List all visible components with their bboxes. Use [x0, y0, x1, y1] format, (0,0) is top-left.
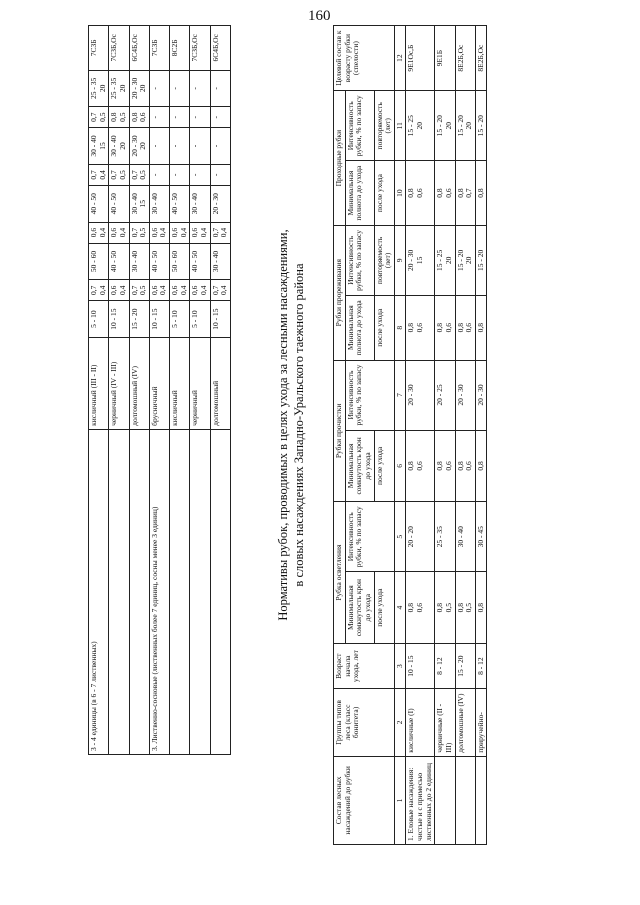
cell-g: 0,7 0,5: [89, 107, 109, 128]
cell-group: кисличный (III - II): [89, 337, 109, 429]
cell-res: 7С3Б,Ос: [190, 26, 210, 71]
cell-age: 10 - 15: [406, 643, 435, 688]
cell-d: 20 - 30: [210, 185, 230, 222]
cell-b: 30 - 40: [455, 502, 475, 572]
cell-age: 5 - 10: [170, 301, 190, 338]
column-number: 6: [394, 430, 406, 502]
column-number: 7: [394, 360, 406, 430]
header-intensity-4: Интенсивность рубки, % по запасу: [345, 91, 374, 161]
table-row: [129, 26, 149, 755]
cell-d: 30 - 40: [190, 185, 210, 222]
cell-b: 50 - 60: [89, 243, 109, 280]
cell-age: 8 - 12: [435, 643, 455, 688]
header-after-4: после ухода: [374, 161, 394, 226]
cell-a: 0,7 0,4: [210, 280, 230, 301]
cell-f: 15 - 20 20: [455, 225, 475, 295]
cell-a: 0,6 0,4: [109, 280, 129, 301]
column-number: 9: [394, 225, 406, 295]
cell-res: 8С2Б: [170, 26, 190, 71]
cell-e: -: [190, 164, 210, 185]
main-norms-table: [333, 25, 487, 845]
cell-group: брусничный: [149, 337, 169, 429]
cell-f: 20 - 30 15: [406, 225, 435, 295]
cell-comp: 3. Лиственно-сосновые (лиственных более 7 единиц, сосны менее 3 единиц): [149, 429, 169, 754]
cell-b: 30 - 40: [129, 243, 149, 280]
cell-age: 10 - 15: [109, 301, 129, 338]
top-continuation-table: [88, 25, 231, 755]
cell-c: 0,8 0,6: [406, 430, 435, 502]
column-number: 4: [394, 572, 406, 644]
cell-h: -: [170, 70, 190, 107]
column-number: 8: [394, 295, 406, 360]
cell-f: 30 - 40 20: [109, 128, 129, 165]
header-intensity-2: Интенсивность рубки, % по запасу: [345, 360, 394, 430]
cell-b: 40 - 50: [109, 243, 129, 280]
cell-comp: [455, 756, 475, 844]
cell-c: 0,6 0,4: [190, 222, 210, 243]
header-after-3: после ухода: [374, 295, 394, 360]
cell-comp: [109, 429, 129, 754]
cell-a: 0,8 0,5: [435, 572, 455, 644]
page-number: 160: [308, 8, 331, 24]
cell-h: 15 - 25 20: [406, 91, 435, 161]
cell-group: черничный (IV - III): [109, 337, 129, 429]
cell-group: долгомошный (IV): [129, 337, 149, 429]
cell-d: 40 - 50: [109, 185, 129, 222]
cell-a: 0,6 0,4: [170, 280, 190, 301]
cell-g: -: [170, 107, 190, 128]
cell-h: 15 - 20 20: [455, 91, 475, 161]
cell-b: 25 - 35: [435, 502, 455, 572]
cell-g: 0,8 0,6: [435, 161, 455, 226]
header-after-1: после ухода: [374, 572, 394, 644]
cell-g: 0,8 0,6: [129, 107, 149, 128]
cell-h: -: [190, 70, 210, 107]
header-osvetlenie: Рубка осветления: [334, 502, 346, 644]
cell-group: долгомошный: [210, 337, 230, 429]
cell-h: 25 - 35 20: [109, 70, 129, 107]
cell-comp: [475, 756, 487, 844]
table-row: [455, 26, 475, 845]
cell-d: 40 - 50: [170, 185, 190, 222]
table-row: [170, 26, 190, 755]
table-row: [89, 26, 109, 755]
header-min-closure-1: Минимальная сомкнутость крон до ухода: [345, 572, 374, 644]
cell-c: 0,6 0,4: [149, 222, 169, 243]
cell-h: 15 - 20: [475, 91, 487, 161]
cell-b: 40 - 50: [190, 243, 210, 280]
cell-h: -: [210, 70, 230, 107]
column-number: 3: [394, 643, 406, 688]
cell-c: 0,8 0,6: [435, 430, 455, 502]
table-row: [435, 26, 455, 845]
header-min-density-2: Минимальная полнота до ухода: [345, 161, 374, 226]
cell-comp: 3 - 4 единицы (в 6 - 7 лиственных): [89, 429, 109, 754]
cell-a: 0,7 0,4: [89, 280, 109, 301]
cell-res: 9Е1Б: [435, 26, 455, 91]
cell-group: долгомошные (IV): [455, 689, 475, 756]
cell-a: 0,7 0,5: [129, 280, 149, 301]
cell-res: 6С4Б,Ос: [129, 26, 149, 71]
table-row: [109, 26, 129, 755]
cell-res: 7С3Б,Ос: [109, 26, 129, 71]
column-number: 2: [394, 689, 406, 756]
cell-b: 50 - 60: [170, 243, 190, 280]
table-row: [149, 26, 169, 755]
table-row: [475, 26, 487, 845]
cell-e: 0,8 0,6: [435, 295, 455, 360]
cell-d: 20 - 30: [455, 360, 475, 430]
cell-comp: [190, 429, 210, 754]
cell-c: 0,8 0,6: [455, 430, 475, 502]
header-prohodnye: Проходные рубки: [334, 91, 346, 226]
cell-c: 0,7 0,4: [210, 222, 230, 243]
cell-f: 15 - 20: [475, 225, 487, 295]
cell-a: 0,8 0,6: [406, 572, 435, 644]
cell-g: 0,8 0,7: [455, 161, 475, 226]
cell-a: 0,8: [475, 572, 487, 644]
cell-c: 0,8: [475, 430, 487, 502]
header-prochistka: Рубки прочистки: [334, 360, 346, 502]
header-target-composition: Целевой состав к возрасту рубки (спелости): [334, 26, 395, 91]
cell-group: кисличные (I): [406, 689, 435, 756]
cell-d: 40 - 50: [89, 185, 109, 222]
cell-comp: 1. Еловые насаждения: чистые и с примесью лиственных до 2 единиц: [406, 756, 435, 844]
header-repeat-1: повторяемость (лет): [374, 225, 394, 295]
column-number: 5: [394, 502, 406, 572]
cell-age: 10 - 15: [210, 301, 230, 338]
cell-g: -: [210, 107, 230, 128]
cell-comp: [210, 429, 230, 754]
cell-age: 5 - 10: [190, 301, 210, 338]
cell-e: -: [170, 164, 190, 185]
table-row: [406, 26, 435, 845]
cell-b: 30 - 45: [475, 502, 487, 572]
cell-group: черничный: [190, 337, 210, 429]
table-title: [276, 145, 307, 705]
cell-d: 30 - 40 15: [129, 185, 149, 222]
cell-c: 0,6 0,4: [109, 222, 129, 243]
header-min-closure-2: Минимальная сомкнутость крон до ухода: [345, 430, 374, 502]
cell-f: -: [210, 128, 230, 165]
cell-e: 0,8 0,6: [455, 295, 475, 360]
cell-d: 20 - 30: [475, 360, 487, 430]
cell-b: 40 - 50: [149, 243, 169, 280]
cell-g: -: [190, 107, 210, 128]
column-number: 10: [394, 161, 406, 226]
cell-h: 15 - 20 20: [435, 91, 455, 161]
cell-a: 0,6 0,4: [190, 280, 210, 301]
cell-comp: [129, 429, 149, 754]
header-intensity-3: Интенсивность рубки, % по запасу: [345, 225, 374, 295]
cell-res: 7С3Б: [89, 26, 109, 71]
cell-f: -: [170, 128, 190, 165]
cell-group: приручейно-: [475, 689, 487, 756]
cell-b: 30 - 40: [210, 243, 230, 280]
column-number: 12: [394, 26, 406, 91]
header-prorezhivanie: Рубки прореживания: [334, 225, 346, 360]
cell-age: 5 - 10: [89, 301, 109, 338]
title-line-2: в словых насаждениях Западно-Уральского таежного района: [291, 263, 306, 587]
header-after-2: после ухода: [374, 430, 394, 502]
header-composition: Состав лесных насаждений до рубки: [334, 756, 395, 844]
cell-c: 0,6 0,4: [89, 222, 109, 243]
header-repeat-2: повторяемость (лет): [374, 91, 394, 161]
cell-c: 0,7 0,5: [129, 222, 149, 243]
cell-d: 20 - 25: [435, 360, 455, 430]
cell-e: 0,7 0,5: [109, 164, 129, 185]
cell-res: 8Е2Б,Ос: [475, 26, 487, 91]
cell-h: 20 - 30 20: [129, 70, 149, 107]
cell-b: 20 - 20: [406, 502, 435, 572]
cell-group: кисличный: [170, 337, 190, 429]
table-row: [190, 26, 210, 755]
cell-e: -: [210, 164, 230, 185]
cell-age: 8 - 12: [475, 643, 487, 688]
title-line-1: Нормативы рубок, проводимых в целях ухода за лесными насаждениями,: [276, 229, 290, 621]
cell-g: -: [149, 107, 169, 128]
cell-a: 0,6 0,4: [149, 280, 169, 301]
cell-f: -: [149, 128, 169, 165]
cell-f: 20 - 30 20: [129, 128, 149, 165]
cell-age: 10 - 15: [149, 301, 169, 338]
cell-e: 0,8 0,6: [406, 295, 435, 360]
header-age: Возраст начала ухода, лет: [334, 643, 395, 688]
table-row: [210, 26, 230, 755]
cell-h: -: [149, 70, 169, 107]
cell-comp: [170, 429, 190, 754]
cell-e: 0,8: [475, 295, 487, 360]
cell-d: 20 - 30: [406, 360, 435, 430]
header-intensity-1: Интенсивность рубки, % по запасу: [345, 502, 394, 572]
column-number: 1: [394, 756, 406, 844]
cell-f: 15 - 25 20: [435, 225, 455, 295]
cell-f: -: [190, 128, 210, 165]
cell-age: 15 - 20: [455, 643, 475, 688]
cell-g: 0,8 0,5: [109, 107, 129, 128]
cell-f: 30 - 40 15: [89, 128, 109, 165]
cell-d: 30 - 40: [149, 185, 169, 222]
cell-e: 0,7 0,5: [129, 164, 149, 185]
cell-g: 0,8 0,6: [406, 161, 435, 226]
cell-res: 6С4Б,Ос: [210, 26, 230, 71]
cell-res: 7С3Б: [149, 26, 169, 71]
cell-e: 0,7 0,4: [89, 164, 109, 185]
cell-group: черничные (II - III): [435, 689, 455, 756]
cell-h: 25 - 35 20: [89, 70, 109, 107]
cell-res: 9Е1Ос,Б: [406, 26, 435, 91]
header-forest-group: Группы типов леса (класс бонитета): [334, 689, 395, 756]
cell-g: 0,8: [475, 161, 487, 226]
cell-a: 0,8 0,5: [455, 572, 475, 644]
cell-e: -: [149, 164, 169, 185]
column-number: 11: [394, 91, 406, 161]
cell-comp: [435, 756, 455, 844]
cell-c: 0,6 0,4: [170, 222, 190, 243]
cell-age: 15 - 20: [129, 301, 149, 338]
header-min-density-1: Минимальная полнота до ухода: [345, 295, 374, 360]
cell-res: 8Е2Б,Ос: [455, 26, 475, 91]
